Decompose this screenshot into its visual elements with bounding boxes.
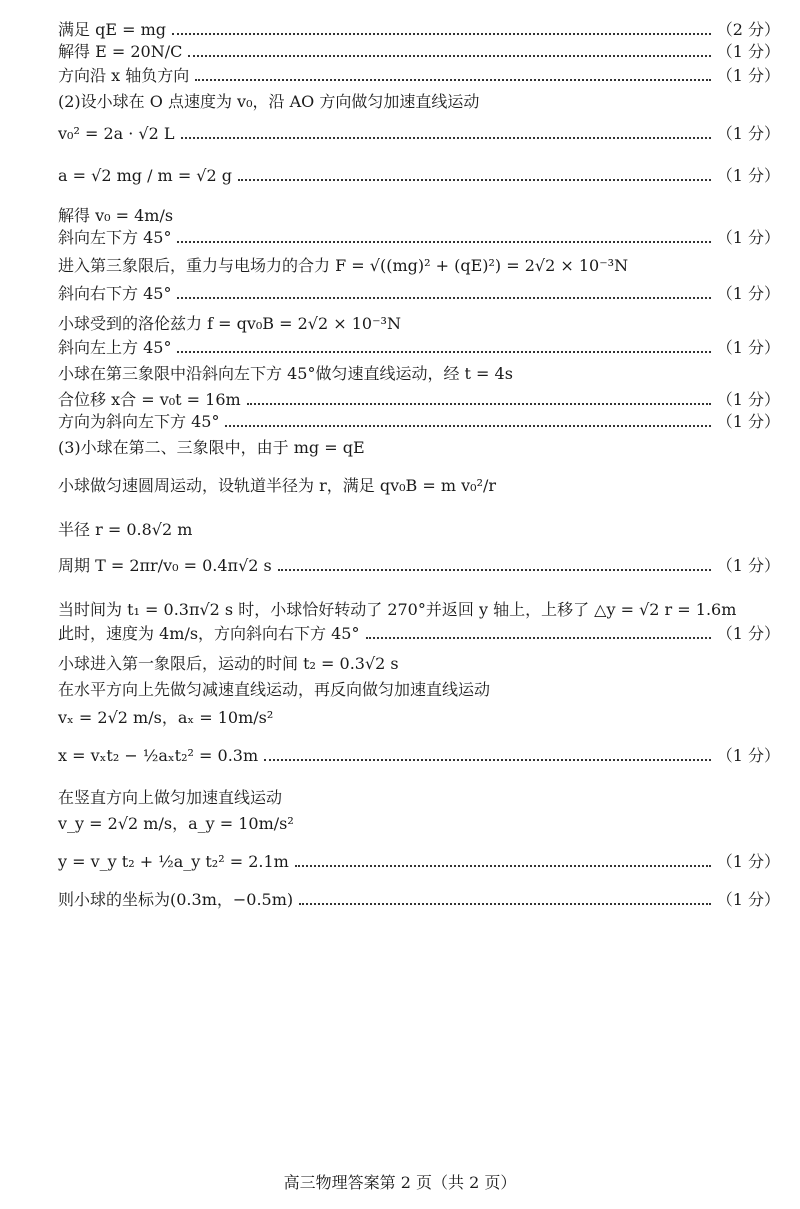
answer-line	[58, 852, 780, 872]
answer-line	[58, 600, 780, 620]
answer-line	[58, 708, 780, 728]
score-label: （1 分）	[716, 42, 780, 61]
answer-line	[58, 92, 780, 112]
answer-text: 此时，速度为 4m/s，方向斜向右下方 45°	[58, 624, 360, 643]
answer-text: 解得 E = 20N/C	[58, 42, 183, 61]
answer-line	[58, 206, 780, 226]
score-label: （1 分）	[716, 338, 780, 357]
dot-leader	[299, 903, 711, 905]
answer-text: 半径 r = 0.8√2 m	[58, 520, 193, 539]
answer-line	[58, 364, 780, 384]
answer-line	[58, 20, 780, 40]
answer-line	[58, 66, 780, 86]
answer-text: 小球做匀速圆周运动，设轨道半径为 r，满足 qv₀B = m v₀²/r	[58, 476, 497, 495]
dot-leader	[278, 569, 711, 571]
answer-line	[58, 476, 780, 496]
answer-text: 当时间为 t₁ = 0.3π√2 s 时，小球恰好转动了 270°并返回 y 轴上，上移了 △y = √2 r = 1.6m	[58, 600, 737, 619]
answer-line	[58, 624, 780, 644]
dot-leader	[195, 79, 711, 81]
answer-line	[58, 338, 780, 358]
dot-leader	[247, 403, 711, 405]
answer-text: 小球受到的洛伦兹力 f = qv₀B = 2√2 × 10⁻³N	[58, 314, 401, 333]
page-footer: 高三物理答案第 2 页（共 2 页）	[283, 1173, 517, 1192]
dot-leader	[177, 241, 710, 243]
dot-leader	[177, 351, 710, 353]
score-label: （1 分）	[716, 556, 780, 575]
answer-line	[58, 680, 780, 700]
answer-text: 周期 T = 2πr/v₀ = 0.4π√2 s	[58, 556, 272, 575]
answer-line	[58, 788, 780, 808]
answer-text: y = v_y t₂ + ½a_y t₂² = 2.1m	[58, 852, 289, 871]
answer-text: v_y = 2√2 m/s，a_y = 10m/s²	[58, 814, 294, 833]
score-label: （1 分）	[716, 228, 780, 247]
answer-line	[58, 520, 780, 540]
answer-line	[58, 124, 780, 144]
answer-line	[58, 438, 780, 458]
answer-text: 合位移 x合 = v₀t = 16m	[58, 390, 241, 409]
answer-line	[58, 42, 780, 62]
answer-line	[58, 314, 780, 334]
answer-line	[58, 412, 780, 432]
dot-leader	[181, 137, 711, 139]
score-label: （1 分）	[716, 890, 780, 909]
answer-line	[58, 890, 780, 910]
score-label: （2 分）	[716, 20, 780, 39]
answer-text: 斜向左下方 45°	[58, 228, 172, 247]
answer-text: 方向沿 x 轴负方向	[58, 66, 190, 85]
answer-line	[58, 284, 780, 304]
answer-text: (2)设小球在 O 点速度为 v₀，沿 AO 方向做匀加速直线运动	[58, 92, 480, 111]
answer-line	[58, 256, 780, 276]
dot-leader	[225, 425, 710, 427]
answer-text: 小球在第三象限中沿斜向左下方 45°做匀速直线运动，经 t = 4s	[58, 364, 513, 383]
answer-text: x = vₓt₂ − ½aₓt₂² = 0.3m	[58, 746, 259, 765]
answer-line	[58, 228, 780, 248]
answer-text: 进入第三象限后，重力与电场力的合力 F = √((mg)² + (qE)²) = 2√2 × 10⁻³N	[58, 256, 629, 275]
score-label: （1 分）	[716, 284, 780, 303]
answer-text: 满足 qE = mg	[58, 20, 167, 39]
dot-leader	[366, 637, 711, 639]
score-label: （1 分）	[716, 166, 780, 185]
dot-leader	[238, 179, 711, 181]
answer-text: vₓ = 2√2 m/s，aₓ = 10m/s²	[58, 708, 274, 727]
answer-text: 方向为斜向左下方 45°	[58, 412, 220, 431]
answer-text: 小球进入第一象限后，运动的时间 t₂ = 0.3√2 s	[58, 654, 399, 673]
answer-line	[58, 556, 780, 576]
score-label: （1 分）	[716, 746, 780, 765]
answer-line	[58, 654, 780, 674]
score-label: （1 分）	[716, 412, 780, 431]
answer-line	[58, 746, 780, 766]
answer-text: a = √2 mg / m = √2 g	[58, 166, 233, 185]
answer-text: 在竖直方向上做匀加速直线运动	[58, 788, 283, 807]
dot-leader	[295, 865, 711, 867]
score-label: （1 分）	[716, 852, 780, 871]
dot-leader	[188, 55, 710, 57]
dot-leader	[264, 759, 711, 761]
score-label: （1 分）	[716, 390, 780, 409]
answer-text: 斜向左上方 45°	[58, 338, 172, 357]
answer-text: 则小球的坐标为(0.3m，−0.5m)	[58, 890, 294, 909]
answer-line	[58, 166, 780, 186]
score-label: （1 分）	[716, 66, 780, 85]
answer-line	[58, 390, 780, 410]
dot-leader	[172, 33, 711, 35]
answer-text: (3)小球在第二、三象限中，由于 mg = qE	[58, 438, 365, 457]
answer-line	[58, 814, 780, 834]
score-label: （1 分）	[716, 124, 780, 143]
answer-text: 解得 v₀ = 4m/s	[58, 206, 174, 225]
answer-text: 在水平方向上先做匀减速直线运动，再反向做匀加速直线运动	[58, 680, 491, 699]
answer-text: 斜向右下方 45°	[58, 284, 172, 303]
score-label: （1 分）	[716, 624, 780, 643]
answer-text: v₀² = 2a · √2 L	[58, 124, 175, 143]
dot-leader	[177, 297, 710, 299]
